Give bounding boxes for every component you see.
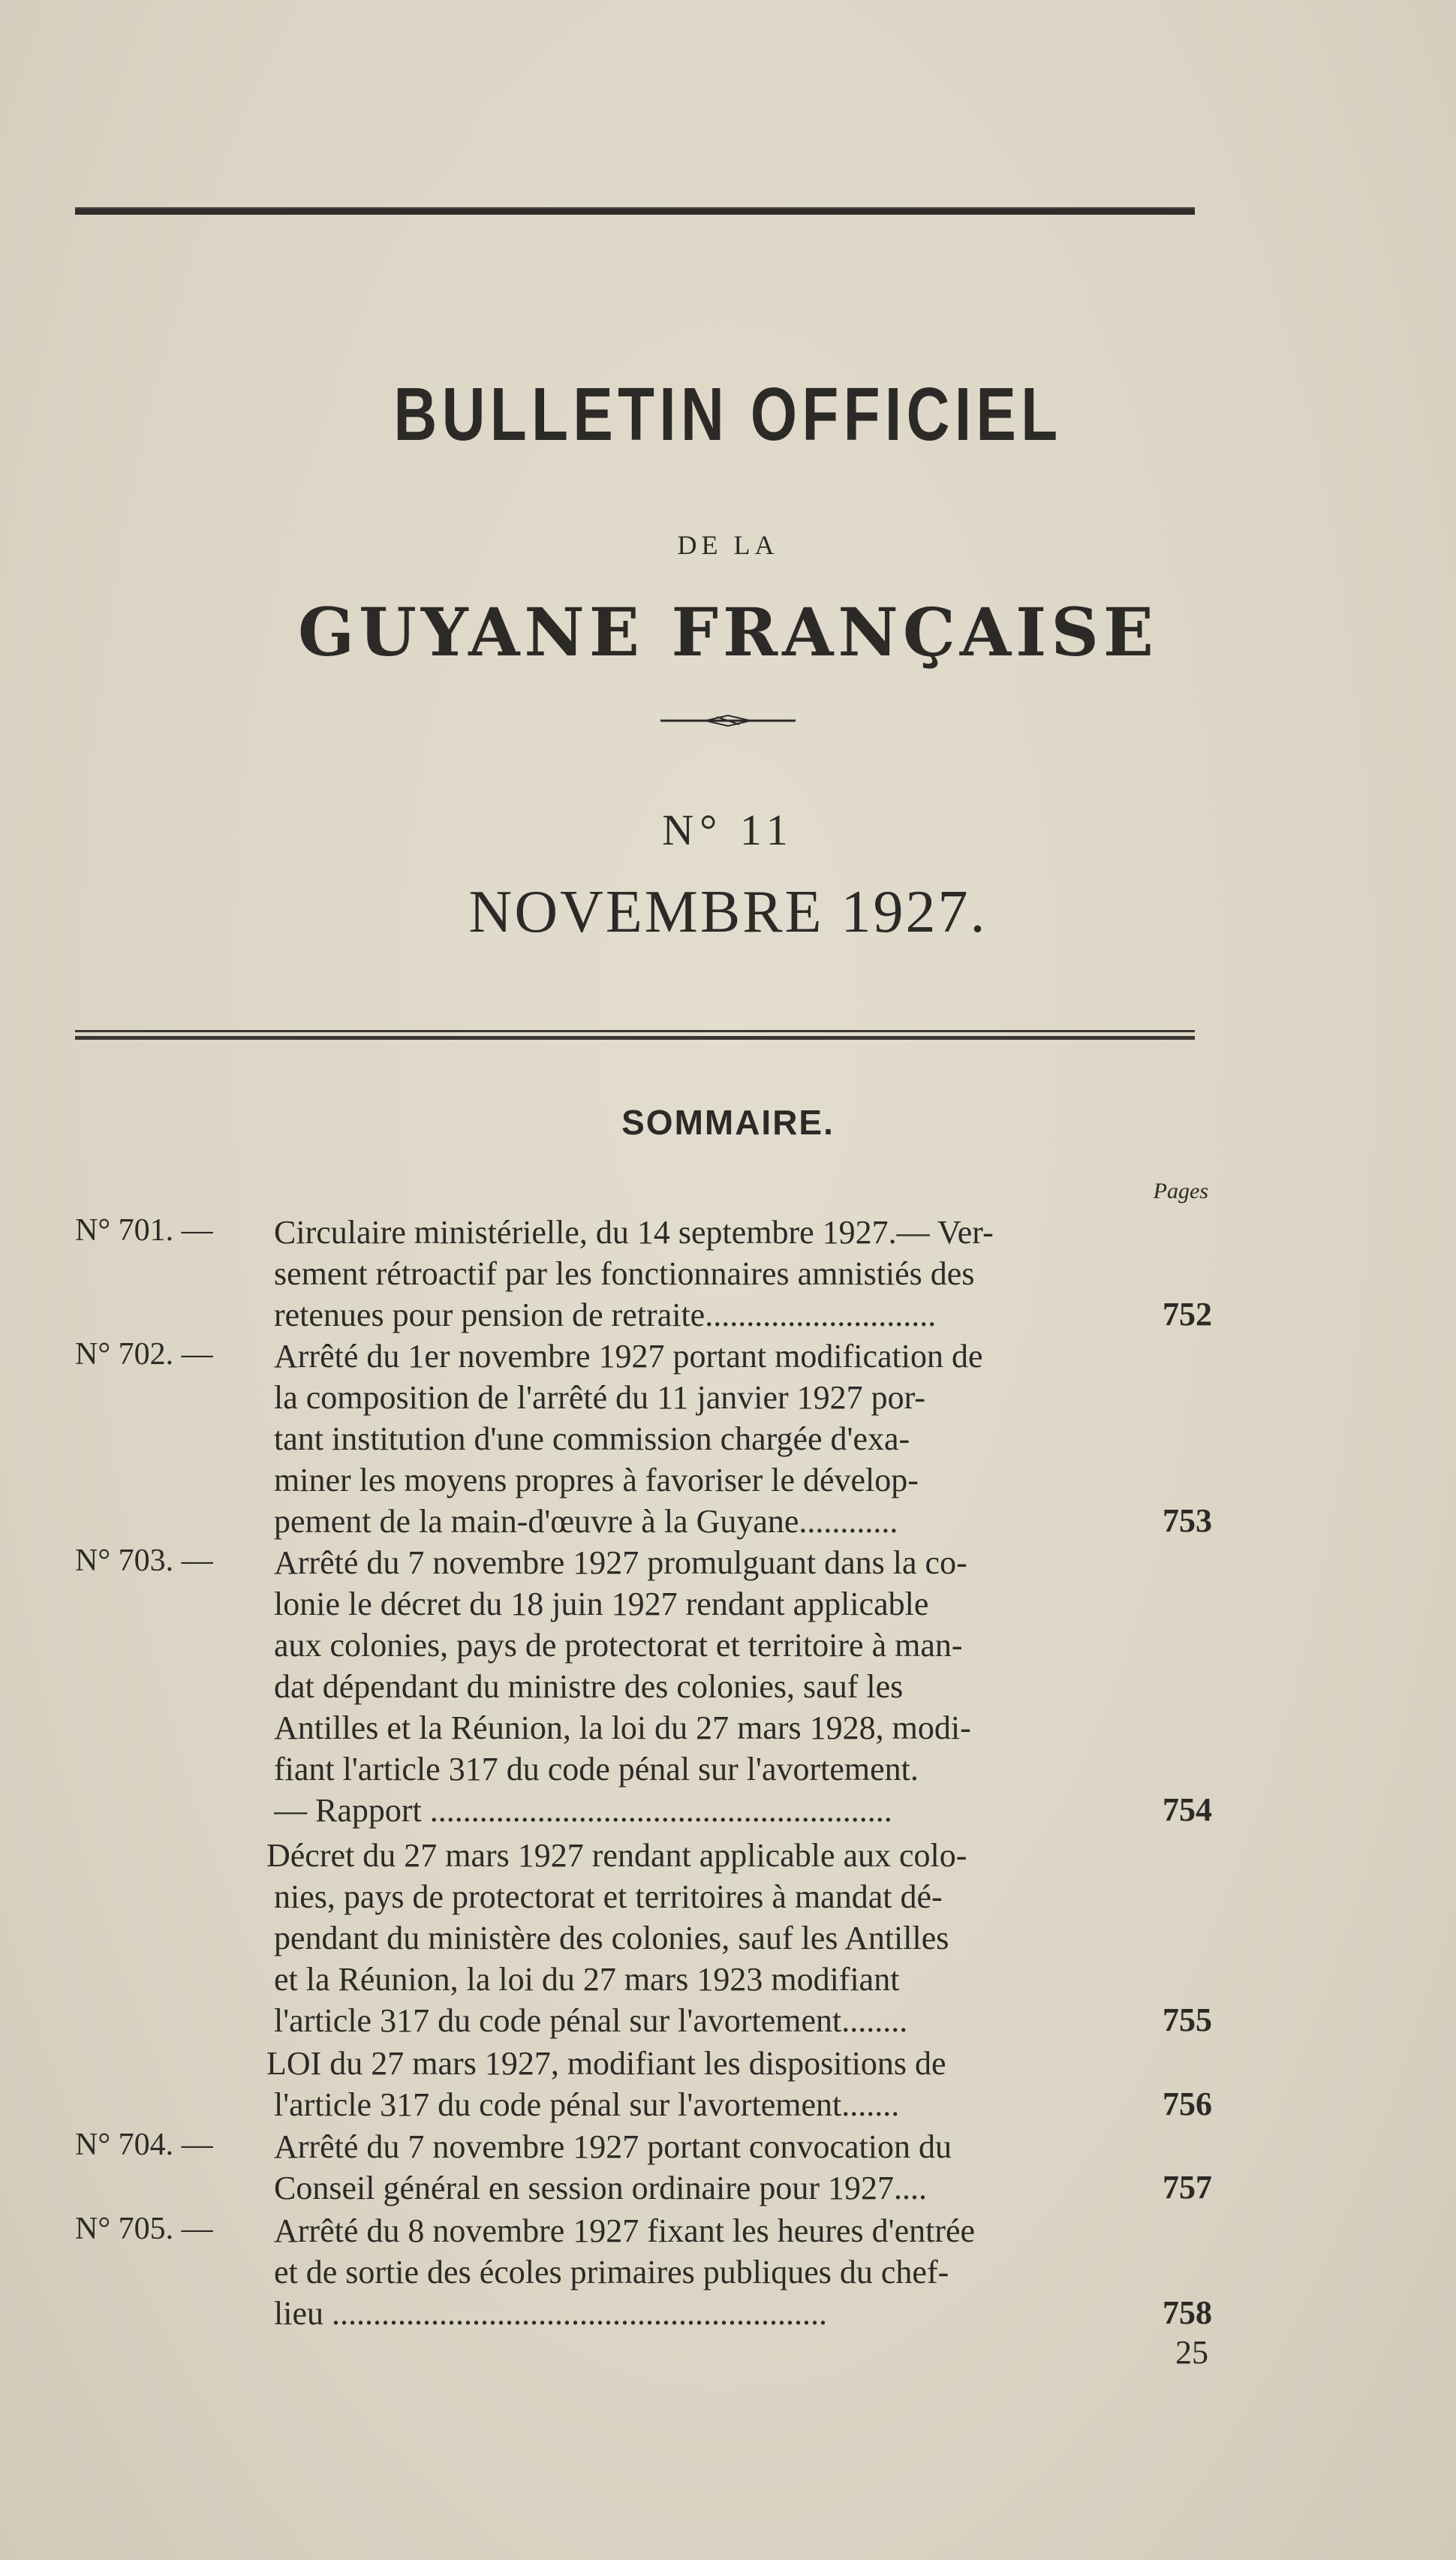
middle-rule [75,1030,1195,1041]
entry-line: LOI du 27 mars 1927, modifiant les dispositions de [266,2045,946,2082]
entry-line: pendant du ministère des colonies, sauf les Antilles [274,1920,949,1956]
ornament-divider [660,709,796,732]
entry-page: 753 [1163,1502,1212,1539]
entry-page: 756 [1163,2086,1212,2122]
entry-line: fiant l'article 317 du code pénal sur l'avortement. [274,1751,919,1787]
entry-line: retenues pour pension de retraite............................ [274,1297,937,1333]
entry-line: et de sortie des écoles primaires publiques du chef- [274,2254,949,2290]
entry-line: Décret du 27 mars 1927 rendant applicable aux colo- [266,1837,967,1874]
entry-line: et la Réunion, la loi du 27 mars 1923 modifiant [274,1961,900,1998]
entry-line: Arrêté du 8 novembre 1927 fixant les heures d'entrée [274,2212,976,2249]
top-rule [75,207,1195,218]
entry-line: dat dépendant du ministre des colonies, sauf les [274,1668,904,1705]
entry-line: miner les moyens propres à favoriser le dévelop- [274,1462,919,1498]
entry-line: pement de la main-d'œuvre à la Guyane............ [274,1503,898,1540]
entry-number: N° 704. — [75,2128,213,2162]
colony-title: GUYANE FRANÇAISE [298,593,1158,671]
signature-number: 25 [1175,2334,1208,2371]
issue-number: N° 11 [662,806,794,854]
entry-line: nies, pays de protectorat et territoires à mandat dé- [274,1878,943,1915]
entry-line: Conseil général en session ordinaire pour 1927.... [274,2170,928,2206]
entry-line: l'article 317 du code pénal sur l'avortement....... [274,2086,900,2123]
entry-page: 757 [1163,2169,1212,2206]
entry-number: N° 705. — [75,2212,213,2246]
entry-line: sement rétroactif par les fonctionnaires amnistiés des [274,1255,975,1292]
issue-date: NOVEMBRE 1927. [468,879,988,945]
entry-line: — Rapport ........................................................ [274,1792,892,1829]
entry-line: Arrêté du 7 novembre 1927 portant convocation du [274,2128,952,2165]
entry-line: lieu ............................................................ [274,2295,827,2332]
pages-column-label: Pages [1153,1179,1208,1203]
summary-heading: SOMMAIRE. [621,1103,835,1142]
entry-line: aux colonies, pays de protectorat et territoire à man- [274,1627,963,1664]
entry-page: 758 [1163,2294,1212,2331]
entry-page: 754 [1163,1791,1212,1828]
entry-line: tant institution d'une commission chargée d'exa- [274,1420,910,1457]
entry-line: Arrêté du 1er novembre 1927 portant modification de [274,1338,983,1375]
entry-line: la composition de l'arrêté du 11 janvier 1927 por- [274,1379,926,1416]
bulletin-title: BULLETIN OFFICIEL [393,372,1063,456]
entry-line: l'article 317 du code pénal sur l'avortement........ [274,2002,908,2039]
entry-number: N° 702. — [75,1337,213,1372]
entry-number: N° 701. — [75,1213,213,1248]
entry-page: 755 [1163,2001,1212,2038]
de-la-label: DE LA [677,530,779,560]
entry-number: N° 703. — [75,1544,213,1578]
entry-line: Arrêté du 7 novembre 1927 promulguant dans la co- [274,1544,967,1581]
entry-line: Circulaire ministérielle, du 14 septembre 1927.— Ver- [274,1214,994,1251]
entry-line: Antilles et la Réunion, la loi du 27 mars 1928, modi- [274,1709,971,1746]
entry-line: lonie le décret du 18 juin 1927 rendant applicable [274,1586,929,1622]
entry-page: 752 [1163,1296,1212,1333]
